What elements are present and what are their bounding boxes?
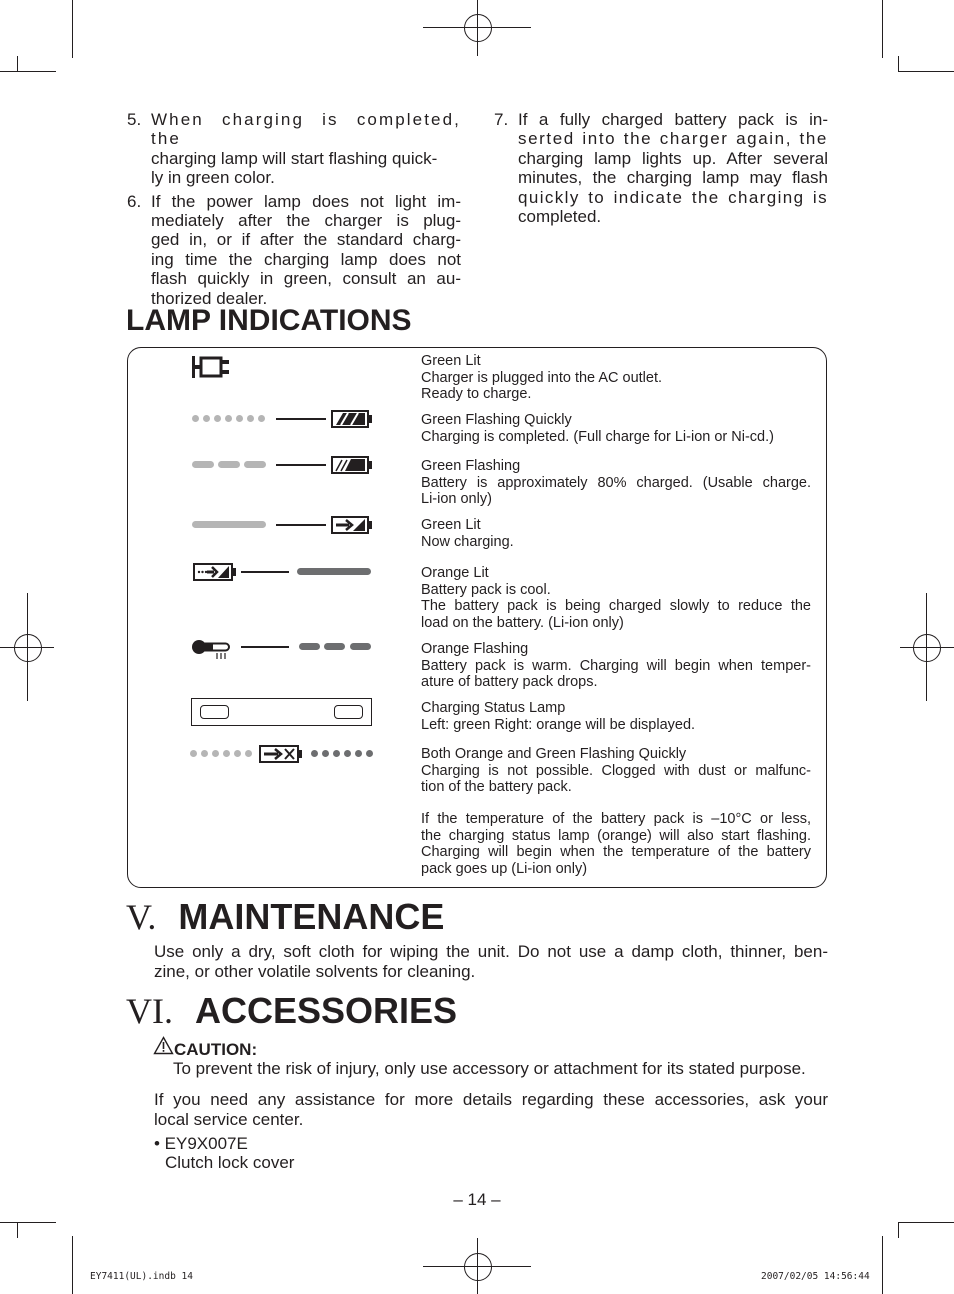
note-line: the charging status lamp (orange) will also start flashing. <box>421 827 811 844</box>
connector-line <box>276 418 326 420</box>
battery-cool-icon <box>193 562 237 587</box>
line: When charging is completed, the <box>151 110 461 149</box>
line: thorized dealer. <box>151 288 268 308</box>
lamp-note <box>421 811 811 877</box>
plug-icon <box>191 354 235 385</box>
line: quickly to indicate the charging is <box>518 187 828 207</box>
list-item-6: 6. If the power lamp does not light im- mediately after the charger is plug- ged in, or if after the standard charg- ing time the charging lamp does not flash quickly in green, consult an au- thorized dealer. <box>127 191 461 308</box>
footer-file: EY7411(UL).indb 14 <box>90 1271 193 1282</box>
accessory-name: Clutch lock cover <box>165 1153 295 1172</box>
note-line: Charging will begin when the temperature of the battery <box>421 844 811 860</box>
lamp-desc: tion of the battery pack. <box>421 779 572 795</box>
line: If a fully charged battery pack is in- <box>518 110 828 129</box>
warning-triangle-icon <box>153 1036 174 1060</box>
connector-line <box>241 646 289 648</box>
line: mediately after the charger is plug- <box>151 211 461 231</box>
line: zine, or other volatile solvents for cleaning. <box>154 961 476 981</box>
line: serted into the charger again, the <box>518 129 828 149</box>
left-lamp <box>200 705 229 719</box>
section-title: ACCESSORIES <box>195 990 458 1031</box>
lamp-status: Orange Flashing <box>421 641 529 657</box>
lamp-status: Green Flashing <box>421 458 521 474</box>
lamp-row-4 <box>421 517 811 550</box>
lamp-status: Orange Lit <box>421 565 489 581</box>
line: completed. <box>518 207 602 227</box>
lamp-desc: load on the battery. (Li-ion only) <box>421 614 624 631</box>
green-lit-bar <box>192 521 266 528</box>
maintenance-heading <box>126 896 444 938</box>
section-numeral: V. <box>126 897 157 937</box>
battery-charging-icon <box>331 515 373 540</box>
line: ly in green color. <box>151 168 275 188</box>
orange-lit-bar <box>297 568 371 575</box>
right-list <box>494 110 828 230</box>
list-item-7: 7. If a fully charged battery pack is in- serted into the charger again, the charging lamp lights up. After several minutes, the charging lamp may flash quickly to indicate the charging is completed. <box>494 110 828 227</box>
lamp-row-6 <box>421 641 811 691</box>
section-title: MAINTENANCE <box>178 896 445 937</box>
battery-partial-icon <box>331 455 373 480</box>
note-line: If the temperature of the battery pack is –10°C or less, <box>421 811 811 827</box>
line: If the power lamp does not light im- <box>151 191 461 211</box>
assist-text <box>154 1090 828 1129</box>
lamp-desc: Battery pack is warm. Charging will begin when temper- <box>421 657 811 674</box>
line: ing time the charging lamp does not <box>151 249 461 269</box>
page-number: – 14 – <box>453 1190 501 1209</box>
lamp-desc: Ready to charge. <box>421 386 532 402</box>
charging-status-lamp-panel <box>191 698 372 726</box>
lamp-desc: Charging is not possible. Clogged with dust or malfunc- <box>421 762 811 779</box>
connector-line <box>276 464 326 466</box>
lamp-status: Green Lit <box>421 517 481 533</box>
section-numeral: VI. <box>126 991 173 1031</box>
lamp-desc: Charging is completed. (Full charge for Li-ion or Ni-cd.) <box>421 428 774 445</box>
lamp-row-8 <box>421 746 811 796</box>
accessory-code: • EY9X007E <box>154 1134 248 1153</box>
caution-text: To prevent the risk of injury, only use accessory or attachment for its stated purpose. <box>173 1059 806 1078</box>
connector-line <box>276 524 326 526</box>
line: If you need any assistance for more details regarding these accessories, ask your <box>154 1090 828 1109</box>
battery-full-icon <box>331 409 373 434</box>
line: local service center. <box>154 1109 304 1129</box>
accessories-heading <box>126 990 457 1032</box>
lamp-row-7 <box>421 700 811 733</box>
lamp-status: Green Lit <box>421 353 481 369</box>
note-line: pack goes up (Li-ion only) <box>421 860 588 877</box>
left-list <box>127 110 461 312</box>
lamp-status: Green Flashing Quickly <box>421 412 572 428</box>
line: minutes, the charging lamp may flash <box>518 168 828 188</box>
battery-error-icon <box>259 743 303 770</box>
caution-label: CAUTION: <box>174 1040 258 1059</box>
right-lamp <box>334 705 363 719</box>
lamp-desc: Left: green Right: orange will be displayed. <box>421 716 696 733</box>
lamp-desc: Li-ion only) <box>421 491 492 507</box>
connector-line <box>241 571 289 573</box>
thermometer-icon <box>191 636 233 667</box>
lamp-indications-heading: LAMP INDICATIONS <box>126 304 412 337</box>
lamp-row-5 <box>421 565 811 631</box>
line: ged in, or if after the standard charg- <box>151 230 461 250</box>
lamp-desc: Battery pack is cool. <box>421 581 551 598</box>
footer-datetime: 2007/02/05 14:56:44 <box>761 1271 870 1282</box>
line: Use only a dry, soft cloth for wiping the unit. Do not use a damp cloth, thinner, ben- <box>154 942 828 961</box>
lamp-row-1 <box>421 353 811 403</box>
line: charging lamp will start flashing quick- <box>151 148 438 168</box>
lamp-desc: Now charging. <box>421 533 514 550</box>
lamp-row-2 <box>421 412 811 445</box>
line: charging lamp lights up. After several <box>518 148 828 168</box>
line: flash quickly in green, consult an au- <box>151 269 461 289</box>
lamp-desc: Charger is plugged into the AC outlet. <box>421 369 663 386</box>
lamp-row-3 <box>421 458 811 508</box>
lamp-desc: Battery is approximately 80% charged. (Usable charge. <box>421 474 811 491</box>
lamp-status: Charging Status Lamp <box>421 700 566 716</box>
lamp-desc: The battery pack is being charged slowly to reduce the <box>421 598 811 614</box>
lamp-status: Both Orange and Green Flashing Quickly <box>421 746 687 762</box>
list-item-5: 5. When charging is completed, the charging lamp will start flashing quick- ly in green color. <box>127 110 461 188</box>
maintenance-text <box>154 942 828 981</box>
lamp-desc: ature of battery pack drops. <box>421 674 598 690</box>
